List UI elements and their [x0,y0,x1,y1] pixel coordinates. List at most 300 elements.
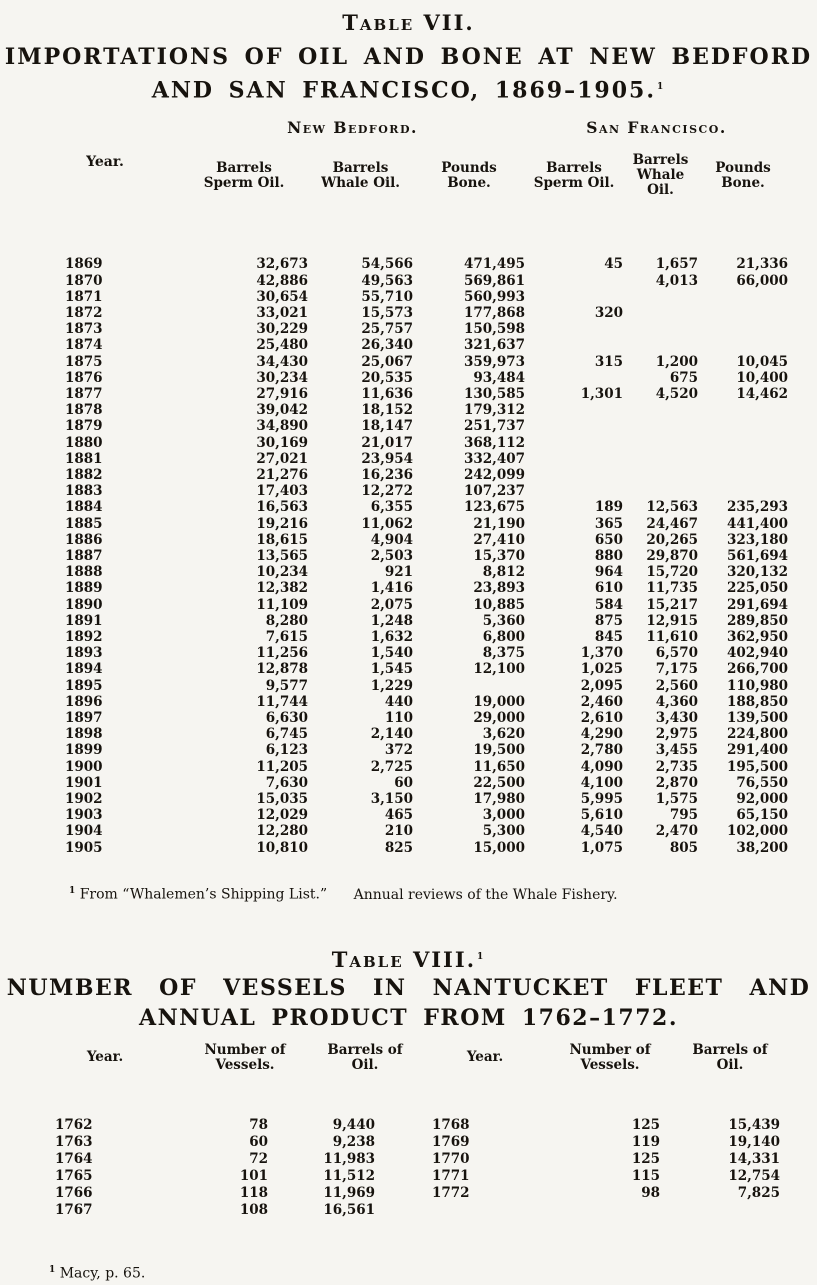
year-cell: 1871 [65,288,103,305]
value-cell: 29,870 [646,547,698,564]
value-cell: 440 [384,693,413,710]
value-cell: 6,630 [265,710,308,727]
year-cell: 1890 [65,596,103,613]
value-cell: 33,021 [256,304,308,321]
value-cell: 315 [594,353,623,370]
col-header-sf-sperm-oil: Barrels Sperm Oil. [533,159,615,191]
value-cell: 441,400 [726,515,788,532]
value-cell: 10,400 [736,369,788,386]
value-cell: 289,850 [726,612,788,629]
value-cell: 225,050 [726,580,788,597]
table-row [30,759,788,775]
year-cell: 1768 [432,1116,470,1133]
value-cell: 8,375 [482,645,525,662]
col-header-nb-whale-oil: Barrels Whale Oil. [321,159,400,191]
year-cell: 1899 [65,742,103,759]
value-cell: 6,123 [265,742,308,759]
value-cell [698,337,788,353]
value-cell: 107,237 [463,483,525,500]
value-cell: 39,042 [256,402,308,419]
table-row [30,418,788,434]
value-cell: 1,632 [370,629,413,645]
value-cell: 101 [239,1167,268,1184]
value-cell: 7,630 [265,774,308,791]
table-row [30,467,788,483]
col-header-nb-bone: Pounds Bone. [441,159,497,191]
value-cell: 795 [669,807,698,824]
value-cell [623,289,698,305]
year-cell: 1873 [65,321,103,338]
table-row [30,499,788,515]
value-cell [525,467,623,483]
year-cell: 1762 [55,1116,93,1133]
value-cell: 18,152 [361,402,413,419]
year-cell: 1881 [65,450,103,467]
value-cell: 1,248 [370,612,413,629]
value-cell: 21,276 [256,466,308,483]
value-cell: 15,035 [256,791,308,808]
table8-footnote [48,1261,817,1283]
value-cell: 1,657 [655,256,698,273]
value-cell: 9,577 [265,677,308,694]
value-cell: 6,745 [265,726,308,743]
table7-footnote-text: From “Whalemen’s Shipping List.” [79,886,328,903]
value-cell: 30,654 [256,288,308,305]
year-cell: 1893 [65,645,103,662]
value-cell [623,418,698,434]
value-cell: 320,132 [726,564,788,581]
col-header-oil-right: Barrels of Oil. [692,1041,768,1073]
table-row [30,516,788,532]
value-cell: 362,950 [726,629,788,645]
value-cell: 650 [594,531,623,548]
value-cell: 9,440 [332,1116,375,1133]
year-cell: 1764 [55,1150,93,1167]
value-cell: 11,512 [323,1167,375,1184]
col-header-vessels-right: Number of Vessels. [569,1041,651,1073]
table-row [30,840,788,856]
value-cell: 179,312 [463,402,525,419]
value-cell: 23,893 [473,580,525,597]
value-cell: 210 [384,823,413,840]
value-cell: 224,800 [726,726,788,743]
value-cell [698,483,788,499]
value-cell: 4,904 [370,531,413,548]
col-header-sf-whale-oil: Barrels Whale Oil. [632,152,689,199]
value-cell: 19,500 [473,742,525,759]
value-cell: 3,455 [655,742,698,759]
value-cell: 10,885 [473,596,525,613]
value-cell [698,451,788,467]
table8-column-header-row [30,1043,790,1073]
year-cell: 1883 [65,483,103,500]
value-cell [525,370,623,386]
year-cell: 1887 [65,547,103,564]
value-cell: 16,563 [256,499,308,516]
value-cell: 34,430 [256,353,308,370]
table-row [30,321,788,337]
value-cell: 12,878 [256,661,308,678]
table8-title-line2: ANNUAL PRODUCT FROM 1762–1772. [139,1004,678,1031]
year-cell: 1902 [65,791,103,808]
value-cell: 12,382 [256,580,308,597]
value-cell: 15,573 [361,304,413,321]
value-cell: 2,470 [655,823,698,840]
value-cell: 65,150 [736,807,788,824]
value-cell [623,402,698,418]
value-cell: 11,983 [323,1150,375,1167]
table-row [30,775,788,791]
value-cell: 4,520 [655,385,698,402]
year-cell: 1877 [65,385,103,402]
value-cell: 11,744 [256,693,308,710]
value-cell: 30,169 [256,434,308,451]
value-cell: 14,331 [728,1150,780,1167]
value-cell: 3,430 [655,710,698,727]
table7-group-header-row [30,117,788,153]
value-cell: 2,075 [370,596,413,613]
value-cell: 93,484 [473,369,525,386]
value-cell: 5,995 [580,791,623,808]
value-cell: 21,017 [361,434,413,451]
table-row [30,1202,790,1219]
value-cell: 675 [669,369,698,386]
value-cell: 78 [249,1116,268,1133]
value-cell [623,337,698,353]
table8-nantucket-fleet [30,1043,790,1219]
year-cell: 1889 [65,580,103,597]
value-cell: 32,673 [256,256,308,273]
value-cell: 291,400 [726,742,788,759]
table-row [30,354,788,370]
year-cell: 1874 [65,337,103,354]
value-cell: 11,610 [646,629,698,645]
table-row [30,198,788,272]
value-cell: 27,021 [256,450,308,467]
value-cell: 139,500 [726,710,788,727]
value-cell: 15,000 [473,839,525,856]
year-cell: 1885 [65,515,103,532]
table-row [30,337,788,353]
value-cell: 12,754 [728,1167,780,1184]
value-cell: 98 [641,1184,660,1201]
value-cell: 123,675 [463,499,525,516]
value-cell: 130,585 [463,385,525,402]
value-cell [623,483,698,499]
table-row [30,580,788,596]
value-cell: 23,954 [361,450,413,467]
value-cell: 242,099 [463,466,525,483]
value-cell: 12,100 [473,661,525,678]
value-cell [623,467,698,483]
value-cell: 10,045 [736,353,788,370]
value-cell: 177,868 [463,304,525,321]
year-cell: 1905 [65,839,103,856]
value-cell: 471,495 [463,256,525,273]
table-row [30,726,788,742]
value-cell: 19,000 [473,693,525,710]
value-cell: 10,234 [256,564,308,581]
value-cell [670,1202,790,1219]
year-cell: 1876 [65,369,103,386]
value-cell: 27,916 [256,385,308,402]
value-cell: 402,940 [726,645,788,662]
value-cell: 15,439 [728,1116,780,1133]
value-cell: 15,217 [646,596,698,613]
value-cell [525,451,623,467]
value-cell [525,402,623,418]
value-cell: 21,190 [473,515,525,532]
col-header-sf-bone: Pounds Bone. [715,159,771,191]
year-cell: 1904 [65,823,103,840]
year-cell: 1869 [65,256,103,273]
value-cell: 25,757 [361,321,413,338]
value-cell: 359,973 [463,353,525,370]
value-cell: 115 [631,1167,660,1184]
table-row [30,710,788,726]
value-cell: 875 [594,612,623,629]
value-cell: 60 [249,1133,268,1150]
value-cell [698,321,788,337]
value-cell: 6,800 [482,629,525,645]
value-cell: 49,563 [361,272,413,289]
col-header-oil-left: Barrels of Oil. [327,1041,403,1073]
value-cell: 11,650 [473,758,525,775]
year-cell: 1771 [432,1167,470,1184]
value-cell [623,305,698,321]
value-cell: 2,460 [580,693,623,710]
table-row [30,629,788,645]
value-cell [698,289,788,305]
value-cell: 76,550 [736,774,788,791]
value-cell [525,418,623,434]
value-cell: 4,090 [580,758,623,775]
year-cell: 1888 [65,564,103,581]
value-cell: 189 [594,499,623,516]
table8-footnote-marker: 1 [49,1264,56,1275]
value-cell: 880 [594,547,623,564]
table7-imports-oil-bone [30,117,788,856]
value-cell: 27,410 [473,531,525,548]
year-cell: 1878 [65,402,103,419]
value-cell: 11,636 [361,385,413,402]
value-cell: 4,540 [580,823,623,840]
value-cell: 7,175 [655,661,698,678]
value-cell: 1,575 [655,791,698,808]
value-cell: 2,503 [370,547,413,564]
value-cell: 11,735 [646,580,698,597]
table-row [30,807,788,823]
value-cell: 125 [631,1150,660,1167]
value-cell: 30,234 [256,369,308,386]
value-cell: 569,861 [463,272,525,289]
col-header-vessels-left: Number of Vessels. [204,1041,286,1073]
year-cell: 1891 [65,612,103,629]
value-cell: 291,694 [726,596,788,613]
year-cell: 1903 [65,807,103,824]
year-cell: 1769 [432,1133,470,1150]
value-cell: 7,825 [737,1184,780,1201]
year-cell: 1772 [432,1184,470,1201]
value-cell: 18,147 [361,418,413,435]
table-row [30,402,788,418]
year-cell: 1870 [65,272,103,289]
value-cell: 14,462 [736,385,788,402]
year-cell: 1879 [65,418,103,435]
value-cell: 2,735 [655,758,698,775]
value-cell: 1,416 [370,580,413,597]
value-cell: 8,812 [482,564,525,581]
value-cell: 372 [384,742,413,759]
value-cell [525,273,623,289]
value-cell: 6,355 [370,499,413,516]
value-cell [413,678,525,694]
value-cell: 561,694 [726,547,788,564]
value-cell: 118 [239,1184,268,1201]
table-row [30,791,788,807]
value-cell: 332,407 [463,450,525,467]
value-cell: 38,200 [736,839,788,856]
value-cell: 4,100 [580,774,623,791]
table-row [30,435,788,451]
value-cell: 1,540 [370,645,413,662]
value-cell: 15,370 [473,547,525,564]
table-row [30,613,788,629]
value-cell: 9,238 [332,1133,375,1150]
value-cell: 2,140 [370,726,413,743]
year-cell: 1892 [65,629,103,645]
table7-title-footnote-marker: 1 [656,82,666,92]
value-cell [623,451,698,467]
table-row [30,1185,790,1202]
value-cell: 12,272 [361,483,413,500]
year-cell: 1895 [65,677,103,694]
value-cell: 24,467 [646,515,698,532]
table-row [30,1151,790,1168]
table7-footnote [68,882,817,904]
value-cell: 12,280 [256,823,308,840]
value-cell: 11,109 [256,596,308,613]
year-cell: 1765 [55,1167,93,1184]
table7-column-header-row [30,153,788,198]
value-cell: 825 [384,839,413,856]
value-cell: 320 [594,304,623,321]
value-cell: 560,993 [463,288,525,305]
year-cell: 1884 [65,499,103,516]
value-cell: 119 [631,1133,660,1150]
table-row [30,386,788,402]
table8-footnote-text: Macy, p. 65. [59,1265,146,1282]
value-cell: 4,360 [655,693,698,710]
group-header-spacer [30,117,180,153]
year-cell: 1901 [65,774,103,791]
value-cell [623,435,698,451]
value-cell: 12,563 [646,499,698,516]
value-cell: 610 [594,580,623,597]
table7-footnote-marker: 1 [69,885,76,896]
value-cell: 251,737 [463,418,525,435]
value-cell: 2,725 [370,758,413,775]
value-cell: 8,280 [265,612,308,629]
value-cell: 15,720 [646,564,698,581]
year-cell: 1767 [55,1201,93,1218]
value-cell: 1,370 [580,645,623,662]
value-cell: 12,915 [646,612,698,629]
year-cell: 1872 [65,304,103,321]
value-cell: 72 [249,1150,268,1167]
value-cell: 964 [594,564,623,581]
value-cell: 2,610 [580,710,623,727]
value-cell: 30,229 [256,321,308,338]
value-cell: 21,336 [736,256,788,273]
table-row [30,1168,790,1185]
value-cell: 584 [594,596,623,613]
value-cell: 11,969 [323,1184,375,1201]
year-cell: 1894 [65,661,103,678]
table-row [30,661,788,677]
value-cell: 150,598 [463,321,525,338]
value-cell: 108 [239,1201,268,1218]
value-cell: 66,000 [736,272,788,289]
group-header-new-bedford: New Bedford. [287,118,418,138]
value-cell: 17,980 [473,791,525,808]
table7-year-header: Year. [86,154,124,171]
value-cell [525,337,623,353]
value-cell [623,321,698,337]
year-cell: 1896 [65,693,103,710]
value-cell: 19,216 [256,515,308,532]
value-cell: 1,025 [580,661,623,678]
table-row [30,742,788,758]
value-cell: 2,560 [655,677,698,694]
table-row [30,273,788,289]
col-header-year-right: Year. [466,1049,504,1065]
value-cell: 20,535 [361,369,413,386]
table7-caption: Table VII. [342,10,475,35]
value-cell: 235,293 [726,499,788,516]
value-cell: 3,000 [482,807,525,824]
value-cell: 11,062 [361,515,413,532]
col-header-nb-sperm-oil: Barrels Sperm Oil. [203,159,285,191]
table-row [30,483,788,499]
value-cell: 368,112 [463,434,525,451]
value-cell: 20,265 [646,531,698,548]
value-cell: 11,256 [256,645,308,662]
table-row [30,597,788,613]
value-cell: 110 [384,710,413,727]
value-cell [698,305,788,321]
value-cell: 921 [384,564,413,581]
value-cell: 266,700 [726,661,788,678]
table7-footnote-text2: Annual reviews of the Whale Fishery. [353,886,618,903]
value-cell: 55,710 [361,288,413,305]
value-cell: 34,890 [256,418,308,435]
table-row [30,645,788,661]
value-cell: 102,000 [726,823,788,840]
value-cell: 805 [669,839,698,856]
table7-title-line2-text: AND SAN FRANCISCO, 1869–1905. [151,77,656,104]
value-cell: 25,480 [256,337,308,354]
value-cell: 110,980 [726,677,788,694]
year-cell: 1882 [65,466,103,483]
value-cell: 16,236 [361,466,413,483]
value-cell: 195,500 [726,758,788,775]
value-cell: 10,810 [256,839,308,856]
value-cell: 29,000 [473,710,525,727]
value-cell: 2,975 [655,726,698,743]
year-cell: 1886 [65,531,103,548]
value-cell: 22,500 [473,774,525,791]
